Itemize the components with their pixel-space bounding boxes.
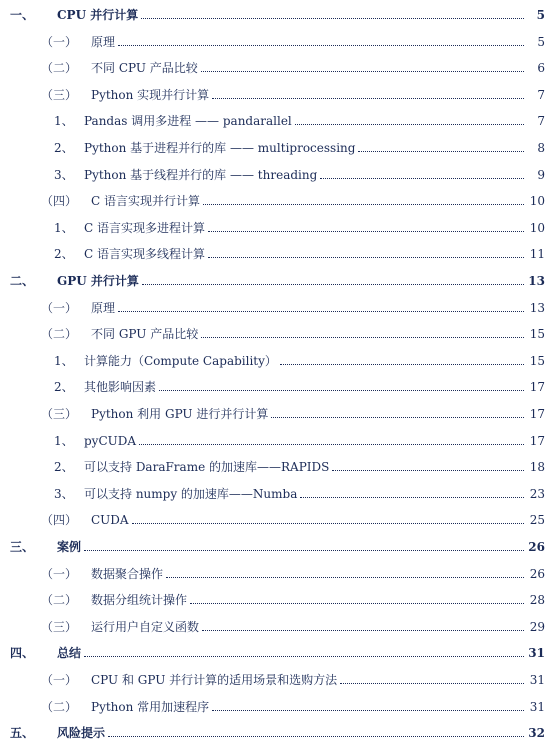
toc-entry[interactable] — [0, 295, 552, 315]
dot-leader — [201, 337, 524, 338]
toc-entry-number: 一、 — [10, 8, 35, 22]
toc-entry-number: 2、 — [54, 247, 74, 262]
toc-entry-title[interactable]: 总结 — [57, 646, 82, 661]
toc-entry-title[interactable]: GPU 并行计算 — [57, 274, 139, 288]
toc-entry-page[interactable]: 8 — [537, 141, 545, 155]
toc-entry[interactable] — [0, 215, 552, 235]
dot-leader — [118, 311, 524, 312]
toc-entry[interactable] — [0, 401, 552, 421]
toc-entry-title[interactable]: 可以支持 numpy 的加速库——Numba — [84, 486, 298, 501]
dot-leader — [271, 417, 524, 418]
toc-entry-title[interactable]: C 语言实现多线程计算 — [84, 247, 205, 262]
toc-entry[interactable] — [0, 55, 552, 75]
toc-entry-title[interactable]: Python 实现并行计算 — [91, 87, 210, 102]
dot-leader — [203, 204, 524, 205]
toc-entry-title[interactable]: CUDA — [91, 513, 129, 528]
toc-entry-page[interactable]: 5 — [536, 8, 545, 22]
toc-entry-title[interactable]: 原理 — [91, 34, 116, 49]
toc-entry-title[interactable]: CPU 并行计算 — [57, 8, 139, 22]
toc-entry-page[interactable]: 17 — [529, 407, 545, 421]
toc-entry-page[interactable]: 23 — [529, 486, 545, 501]
toc-entry-page[interactable]: 15 — [529, 327, 545, 342]
toc-entry-page[interactable]: 28 — [529, 593, 545, 608]
toc-entry-number: （四） — [41, 513, 78, 528]
toc-entry-number: 1、 — [54, 220, 74, 235]
toc-entry-title[interactable]: 数据聚合操作 — [91, 566, 164, 581]
toc-entry-number: （二） — [41, 699, 78, 714]
toc-entry-title[interactable]: 原理 — [91, 300, 116, 315]
toc-entry-number: 二、 — [10, 274, 35, 288]
toc-entry-number: 3、 — [54, 167, 74, 182]
toc-entry-page[interactable]: 7 — [537, 114, 545, 129]
toc-entry-page[interactable]: 26 — [528, 540, 545, 554]
toc-entry-page[interactable]: 10 — [529, 194, 545, 209]
toc-entry-page[interactable]: 31 — [529, 673, 545, 687]
toc-entry-title[interactable]: Python 常用加速程序 — [91, 699, 210, 714]
dot-leader — [212, 98, 524, 99]
toc-entry-number: （一） — [41, 300, 78, 315]
toc-entry-number: （三） — [41, 619, 78, 634]
toc-entry-title[interactable]: Python 基于线程并行的库 —— threading — [84, 167, 318, 182]
toc-entry-title[interactable]: CPU 和 GPU 并行计算的适用场景和选购方法 — [91, 673, 338, 687]
toc-entry-number: 2、 — [54, 380, 74, 395]
dot-leader — [332, 470, 524, 471]
toc-entry-title[interactable]: Pandas 调用多进程 —— pandarallel — [84, 114, 292, 129]
dot-leader — [190, 603, 524, 604]
toc-entry-page[interactable]: 18 — [529, 460, 545, 475]
toc-entry-page[interactable]: 9 — [537, 167, 545, 182]
dot-leader — [295, 124, 524, 125]
toc-entry-page[interactable]: 17 — [529, 380, 545, 395]
toc-entry[interactable] — [0, 454, 552, 474]
toc-entry[interactable] — [0, 667, 552, 687]
toc-entry-number: 四、 — [10, 646, 35, 661]
dot-leader — [358, 151, 524, 152]
dot-leader — [340, 683, 524, 684]
toc-entry-title[interactable]: 计算能力（Compute Capability） — [84, 353, 277, 368]
toc-entry-page[interactable]: 11 — [529, 247, 545, 262]
toc-entry-number: （三） — [41, 407, 78, 421]
toc-entry-title[interactable]: 不同 GPU 产品比较 — [91, 327, 199, 342]
dot-leader — [208, 231, 524, 232]
toc-entry-title[interactable]: pyCUDA — [84, 433, 137, 448]
toc-entry-number: （二） — [41, 327, 78, 342]
dot-leader — [141, 18, 524, 19]
toc-entry-page[interactable]: 15 — [529, 353, 545, 368]
dot-leader — [320, 178, 524, 179]
toc-entry-title[interactable]: C 语言实现多进程计算 — [84, 220, 205, 235]
toc-entry[interactable] — [0, 720, 552, 740]
toc-entry-number: 2、 — [54, 141, 74, 155]
toc-entry-page[interactable]: 17 — [529, 433, 545, 448]
toc-entry-page[interactable]: 6 — [537, 61, 545, 76]
toc-entry-number: 1、 — [54, 114, 74, 129]
toc-entry-number: （二） — [41, 61, 78, 76]
toc-entry[interactable] — [0, 2, 552, 22]
toc-entry[interactable] — [0, 587, 552, 607]
toc-entry[interactable] — [0, 534, 552, 554]
toc-entry[interactable] — [0, 481, 552, 501]
dot-leader — [108, 736, 524, 737]
dot-leader — [166, 577, 524, 578]
dot-leader — [142, 284, 524, 285]
dot-leader — [159, 390, 524, 391]
dot-leader — [300, 497, 524, 498]
toc-entry-number: 五、 — [10, 726, 35, 741]
toc-entry-page[interactable]: 31 — [528, 646, 545, 661]
toc-entry-page[interactable]: 10 — [529, 220, 545, 235]
toc-entry[interactable] — [0, 108, 552, 128]
toc-entry[interactable] — [0, 188, 552, 208]
dot-leader — [201, 71, 524, 72]
toc-entry[interactable] — [0, 29, 552, 49]
toc-entry-page[interactable]: 31 — [529, 699, 545, 714]
toc-entry-page[interactable]: 26 — [529, 566, 545, 581]
toc-entry-number: （二） — [41, 593, 78, 608]
toc-entry-title[interactable]: 不同 CPU 产品比较 — [91, 61, 198, 76]
toc-entry-page[interactable]: 13 — [529, 300, 545, 315]
toc-entry-title[interactable]: Python 利用 GPU 进行并行计算 — [91, 407, 269, 421]
toc-entry-page[interactable]: 7 — [537, 87, 545, 102]
dot-leader — [118, 45, 524, 46]
toc-entry[interactable] — [0, 507, 552, 527]
toc-entry[interactable] — [0, 428, 552, 448]
dot-leader — [132, 523, 524, 524]
dot-leader — [84, 550, 524, 551]
toc-entry-number: （三） — [41, 87, 78, 102]
dot-leader — [84, 656, 524, 657]
toc-entry-number: （一） — [41, 673, 78, 687]
toc-entry-number: （一） — [41, 34, 78, 49]
toc-entry-title[interactable]: C 语言实现并行计算 — [91, 194, 200, 209]
toc-entry-page[interactable]: 5 — [537, 34, 545, 49]
toc-entry-title[interactable]: 案例 — [57, 540, 82, 554]
toc-entry[interactable] — [0, 82, 552, 102]
toc-entry[interactable] — [0, 162, 552, 182]
toc-entry-page[interactable]: 29 — [529, 619, 545, 634]
toc-entry-page[interactable]: 13 — [528, 274, 545, 288]
toc-entry-number: （四） — [41, 194, 78, 209]
dot-leader — [280, 364, 524, 365]
toc-entry[interactable] — [0, 561, 552, 581]
toc-entry[interactable] — [0, 348, 552, 368]
dot-leader — [208, 257, 524, 258]
dot-leader — [202, 630, 524, 631]
toc-entry-number: 3、 — [54, 486, 74, 501]
toc-entry-title[interactable]: 数据分组统计操作 — [91, 593, 188, 608]
toc-entry[interactable] — [0, 614, 552, 634]
dot-leader — [212, 710, 524, 711]
toc-entry[interactable] — [0, 268, 552, 288]
toc-entry-title[interactable]: 其他影响因素 — [84, 380, 157, 395]
toc-entry[interactable] — [0, 135, 552, 155]
toc-entry-title[interactable]: 可以支持 DaraFrame 的加速库——RAPIDS — [84, 460, 330, 475]
toc-entry-number: 1、 — [54, 433, 74, 448]
toc-entry-title[interactable]: 运行用户自定义函数 — [91, 619, 200, 634]
toc-entry-number: 1、 — [54, 353, 74, 368]
dot-leader — [139, 444, 524, 445]
toc-entry[interactable] — [0, 640, 552, 660]
toc-entry[interactable] — [0, 374, 552, 394]
toc-entry-number: 2、 — [54, 460, 74, 475]
toc-entry[interactable] — [0, 321, 552, 341]
toc-entry-page[interactable]: 32 — [528, 726, 545, 741]
toc-entry-page[interactable]: 25 — [529, 513, 545, 528]
toc-entry[interactable] — [0, 241, 552, 261]
toc-entry[interactable] — [0, 694, 552, 714]
toc-entry-title[interactable]: 风险提示 — [57, 726, 106, 741]
toc-entry-number: 三、 — [10, 540, 35, 554]
toc-entry-title[interactable]: Python 基于进程并行的库 —— multiprocessing — [84, 141, 356, 155]
toc-entry-number: （一） — [41, 566, 78, 581]
